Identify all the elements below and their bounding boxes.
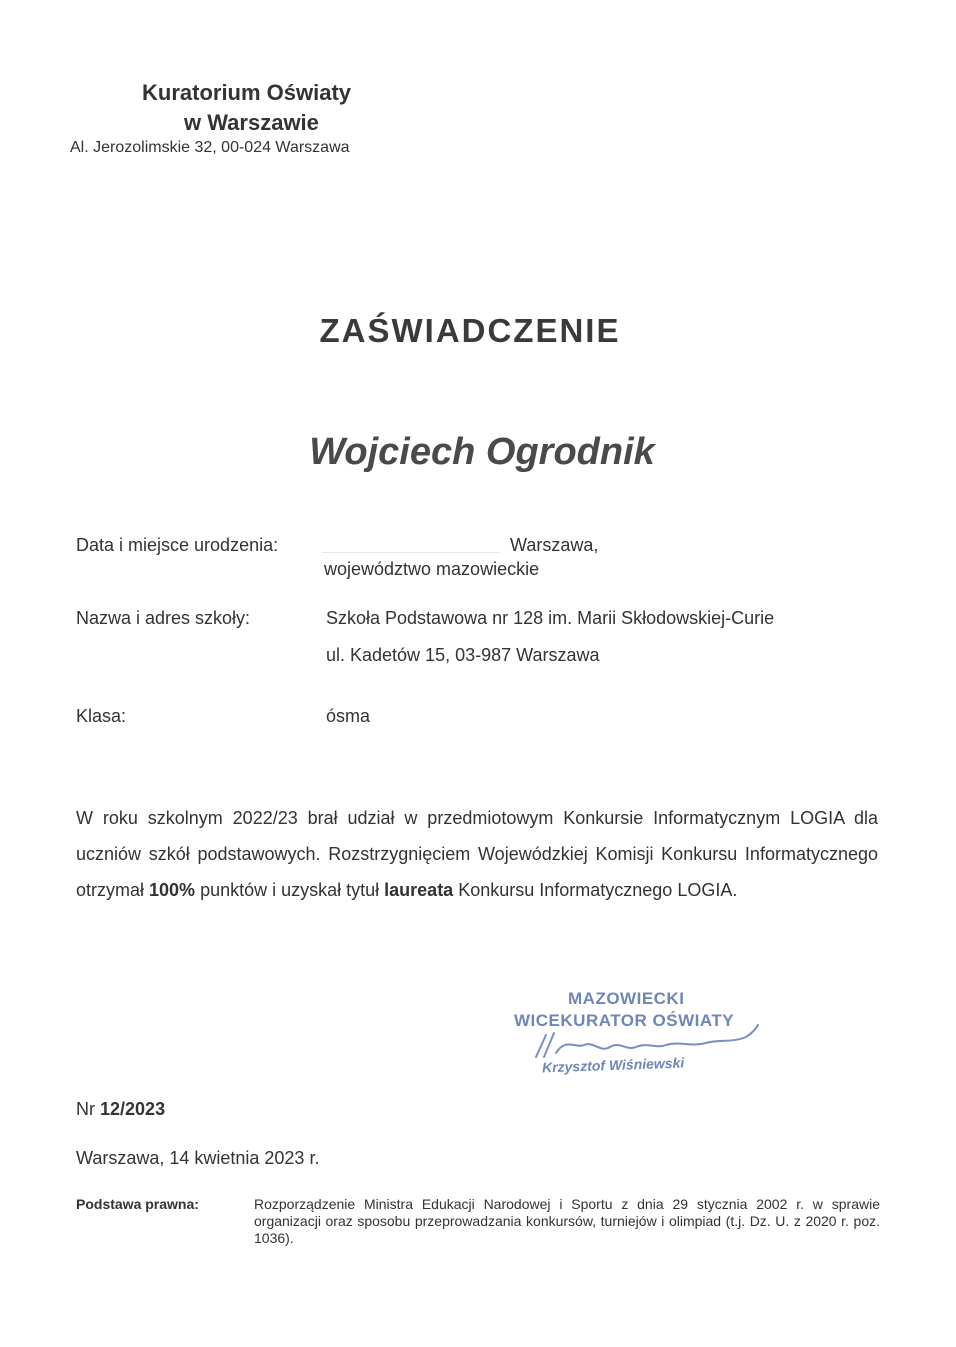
birth-label: Data i miejsce urodzenia: [76,535,279,555]
number-value: 12/2023 [100,1099,166,1119]
certificate-body [76,800,878,908]
stamp-signer-name: Krzysztof Wiśniewski [541,1054,685,1076]
certificate-number [76,1099,165,1120]
score-value: 100% [149,880,196,900]
recipient-name: Wojciech Ogrodnik [309,431,655,473]
school-address: ul. Kadetów 15, 03-987 Warszawa [326,645,600,665]
place-and-date: Warszawa, 14 kwietnia 2023 r. [76,1148,320,1168]
official-stamp [506,987,776,1087]
issuer-address: Al. Jerozolimskie 32, 00-024 Warszawa [70,139,350,156]
legal-basis-label: Podstawa prawna: [76,1196,199,1212]
class-value: ósma [326,706,371,726]
award-title: laureata [384,880,454,900]
issuer-city: w Warszawie [184,110,319,135]
document-title: ZAŚWIADCZENIE [319,312,621,349]
birth-voivodeship: województwo mazowieckie [324,559,540,579]
body-text-3: Konkursu Informatycznego LOGIA. [453,880,738,900]
issuer-name: Kuratorium Oświaty [142,80,352,105]
school-label: Nazwa i adres szkoły: [76,608,251,628]
school-name: Szkoła Podstawowa nr 128 im. Marii Skłodowskiej-Curie [326,608,775,628]
birth-place: Warszawa, [510,535,599,555]
number-label: Nr [76,1099,95,1119]
stamp-line-1: MAZOWIECKI [568,989,685,1008]
redacted-birth-date [322,552,500,553]
stamp-line-2: WICEKURATOR OŚWIATY [514,1011,735,1030]
legal-basis-text: Rozporządzenie Ministra Edukacji Narodowej i Sportu z dnia 29 stycznia 2002 r. w sprawie organizacji oraz sposobu przeprowadzania konkursów, turniejów i olimpiad (t.j. Dz. U. z 2020 r. poz. 1036). [254,1196,880,1246]
body-text-1: W roku szkolnym 2022/23 brał udział w przedmiotowym Konkursie Informatycznym LOGIA dla uczniów szkół podstawowych. Rozstrzygnięciem Wojewódzkiej Komisji Konkursu Informatycznego otrzymał [76,808,878,900]
class-label: Klasa: [76,706,127,726]
body-text-2: punktów i uzyskał tytuł [195,880,385,900]
